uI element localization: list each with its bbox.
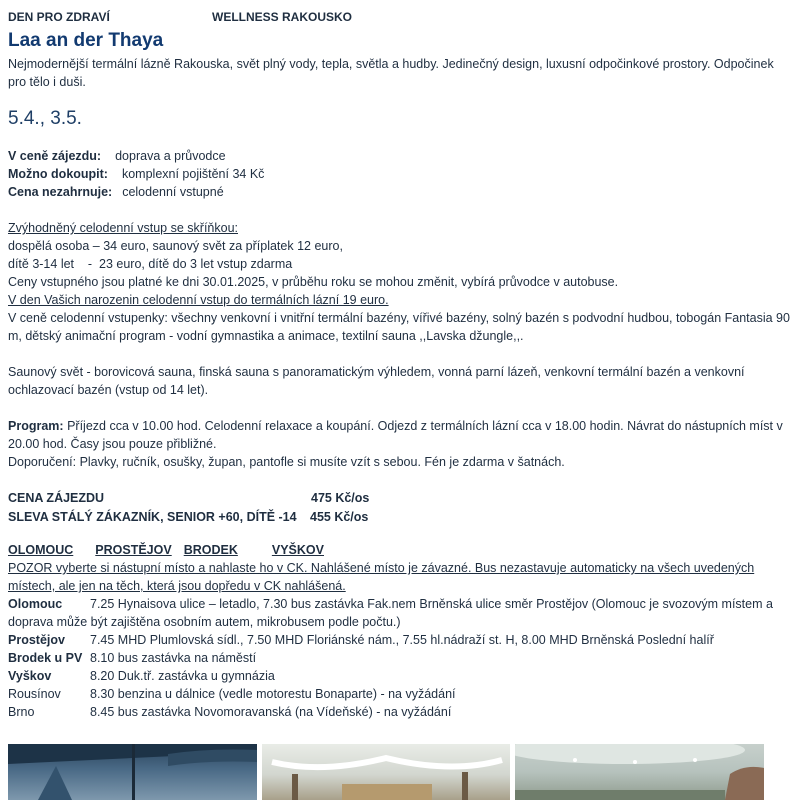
city-brodek: BRODEK	[183, 543, 238, 557]
program-section	[8, 417, 792, 471]
entry-section	[8, 219, 792, 345]
photo-sauna-area	[515, 744, 764, 800]
photo-interior-hall	[262, 744, 510, 800]
sauna-section	[8, 363, 792, 399]
extra-label: Možno dokoupit:	[8, 167, 108, 181]
included-section	[8, 147, 792, 201]
price-value: 475 Kč/os	[311, 491, 370, 505]
price-row	[8, 489, 792, 508]
stop-row	[8, 667, 792, 685]
stop-text: 7.25 Hynaisova ulice – letadlo, 7.30 bus zastávka Fak.nem Brněnská ulice směr Prostějov (Olomouc je svozovým místem a doprava může být zajištěna osobním autem, mikrobusem podle počtu.)	[8, 597, 773, 629]
stop-name: Rousínov	[8, 687, 61, 701]
page-title: Laa an der Thaya	[8, 30, 164, 51]
program-text: Příjezd cca v 10.00 hod. Celodenní relaxace a koupání. Odjezd z termálních lázní cca v 18.00 hodin. Návrat do nástupních míst v 20.00 hod. Časy jsou pouze přibližné.	[8, 419, 783, 451]
sauna-text: Saunový svět - borovicová sauna, finská sauna s panoramatickým výhledem, vonná parní lázeň, venkovní termální bazén a venkovní ochlazovací bazén (vstup od 14 let).	[8, 365, 745, 397]
tag-wellness-austria: WELLNESS RAKOUSKO	[212, 10, 353, 24]
discount-label: SLEVA STÁLÝ ZÁKAZNÍK, SENIOR +60, DÍTĚ -14	[8, 510, 297, 524]
stop-name: Prostějov	[8, 633, 65, 647]
price-includes-row	[8, 147, 792, 165]
price-label: CENA ZÁJEZDU	[8, 491, 105, 505]
sauna-photo-graphic	[515, 744, 764, 800]
entry-adult: dospělá osoba – 34 euro, saunový svět za příplatek 12 euro,	[8, 239, 343, 253]
stop-row	[8, 631, 792, 649]
extra-row	[8, 165, 792, 183]
hall-photo-graphic	[262, 744, 510, 800]
boarding-notice: POZOR vyberte si nástupní místo a nahlaste ho v CK. Nahlášené místo je závazné. Bus nezastavuje automaticky na všech uvedených místech, ale jen na těch, která jsou dopředu v CK nahlášená.	[8, 561, 755, 593]
price-includes-label: V ceně zájezdu:	[8, 149, 102, 163]
excluded-value: celodenní vstupné	[122, 185, 224, 199]
tag-health-day: DEN PRO ZDRAVÍ	[8, 10, 110, 24]
stop-name: Brodek u PV	[8, 651, 83, 665]
stop-text: 7.45 MHD Plumlovská sídl., 7.50 MHD Floriánské nám., 7.55 hl.nádraží st. H, 8.00 MHD Brněnská Poslední halíř	[90, 633, 714, 647]
stop-row	[8, 703, 792, 721]
boarding-stops	[8, 595, 792, 721]
entry-contents: V ceně celodenní vstupenky: všechny venkovní i vnitřní termální bazény, vířivé bazény, solný bazén s podvodní hudbou, tobogán Fantasia 90 m, dětský animační program - vodní gymnastika a animace, textilní sauna ,,Lavska džungle,,.	[8, 311, 790, 343]
boarding-section	[8, 541, 792, 721]
program-label: Program:	[8, 419, 64, 433]
entry-birthday: V den Vašich narozenin celodenní vstup do termálních lázní 19 euro.	[8, 293, 389, 307]
excluded-row	[8, 183, 792, 201]
stop-row	[8, 649, 792, 667]
stop-row	[8, 685, 792, 703]
photo-strip	[8, 744, 778, 800]
city-prostejov: PROSTĚJOV	[95, 543, 172, 557]
program-paragraph	[8, 417, 792, 453]
stop-text: 8.45 bus zastávka Novomoravanská (na Vídeňské) - na vyžádání	[90, 705, 452, 719]
entry-child: dítě 3-14 let - 23 euro, dítě do 3 let vstup zdarma	[8, 257, 293, 271]
stop-text: 8.10 bus zastávka na náměstí	[90, 651, 257, 665]
stop-name: Brno	[8, 705, 35, 719]
umbrella-photo-graphic	[8, 744, 257, 800]
stop-text: 8.30 benzina u dálnice (vedle motorestu Bonaparte) - na vyžádání	[90, 687, 456, 701]
price-includes-value: doprava a průvodce	[115, 149, 226, 163]
stop-name: Vyškov	[8, 669, 52, 683]
program-advice: Doporučení: Plavky, ručník, osušky, župan, pantofle si musíte vzít s sebou. Fén je zdarma v šatnách.	[8, 455, 565, 469]
entry-validity: Ceny vstupného jsou platné ke dni 30.01.2025, v průběhu roku se mohou změnit, vybírá průvodce v autobuse.	[8, 275, 619, 289]
excluded-label: Cena nezahrnuje:	[8, 185, 113, 199]
extra-value: komplexní pojištění 34 Kč	[121, 167, 265, 181]
pricing-section	[8, 489, 792, 527]
stop-text: 8.20 Duk.tř. zastávka u gymnázia	[90, 669, 275, 683]
intro-text: Nejmodernější termální lázně Rakouska, svět plný vody, tepla, světla a hudby. Jedinečný design, luxusní odpočinkové prostory. Odpočinek pro tělo i duši.	[8, 57, 774, 89]
discount-value: 455 Kč/os	[310, 510, 369, 524]
stop-name: Olomouc	[8, 597, 63, 611]
discount-row	[8, 508, 792, 527]
entry-heading: Zvýhodněný celodenní vstup se skříňkou:	[8, 221, 238, 235]
city-vyskov: VYŠKOV	[271, 543, 324, 557]
trip-dates: 5.4., 3.5.	[8, 108, 82, 129]
stop-row	[8, 595, 792, 631]
boarding-cities	[8, 541, 792, 559]
city-olomouc: OLOMOUC	[8, 543, 74, 557]
photo-outdoor-pool	[8, 744, 257, 800]
header-tags	[8, 8, 792, 26]
